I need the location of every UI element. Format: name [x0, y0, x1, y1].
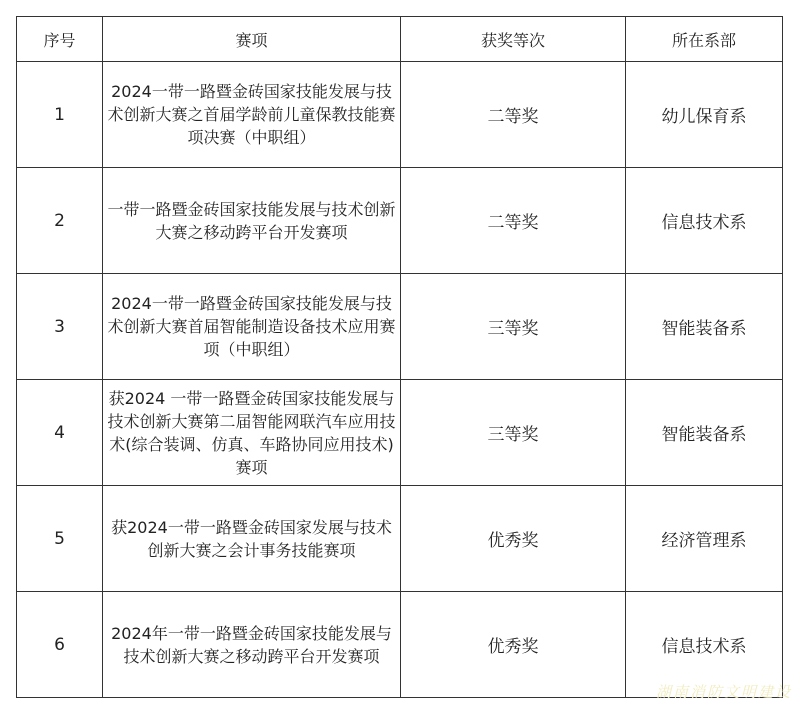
- cell-no: 6: [17, 592, 103, 698]
- header-event: 赛项: [103, 17, 401, 62]
- cell-no: 1: [17, 62, 103, 168]
- event-text: 一带一路暨金砖国家技能发展与技术创新大赛之移动跨平台开发赛项: [107, 199, 396, 242]
- header-row: [17, 17, 783, 62]
- cell-event: [103, 380, 401, 486]
- cell-no: 3: [17, 274, 103, 380]
- cell-award: 优秀奖: [401, 592, 626, 698]
- table-row: [17, 168, 783, 274]
- table-row: [17, 380, 783, 486]
- header-no: 序号: [17, 17, 103, 62]
- cell-no: 5: [17, 486, 103, 592]
- cell-award: 三等奖: [401, 380, 626, 486]
- table-row: [17, 486, 783, 592]
- cell-event: [103, 62, 401, 168]
- event-text: 2024年一带一路暨金砖国家技能发展与技术创新大赛之移动跨平台开发赛项: [111, 623, 392, 666]
- cell-award: 二等奖: [401, 62, 626, 168]
- watermark: 湖南消防文明建设: [655, 683, 792, 701]
- event-text: 获2024一带一路暨金砖国家发展与技术创新大赛之会计事务技能赛项: [111, 517, 392, 560]
- cell-event: [103, 486, 401, 592]
- event-text: 2024一带一路暨金砖国家技能发展与技术创新大赛之首届学龄前儿童保教技能赛项决赛（中职组）: [107, 82, 396, 147]
- cell-no: 4: [17, 380, 103, 486]
- cell-dept: 智能装备系: [626, 380, 783, 486]
- cell-award: 二等奖: [401, 168, 626, 274]
- cell-dept: 智能装备系: [626, 274, 783, 380]
- table-row: [17, 274, 783, 380]
- cell-event: [103, 168, 401, 274]
- awards-table: [16, 16, 783, 698]
- event-text: 2024一带一路暨金砖国家技能发展与技术创新大赛首届智能制造设备技术应用赛项（中职组）: [107, 294, 396, 359]
- cell-award: 三等奖: [401, 274, 626, 380]
- cell-dept: 信息技术系: [626, 592, 783, 698]
- cell-award: 优秀奖: [401, 486, 626, 592]
- table-row: [17, 62, 783, 168]
- cell-no: 2: [17, 168, 103, 274]
- cell-event: [103, 274, 401, 380]
- cell-dept: 幼儿保育系: [626, 62, 783, 168]
- event-text: 获2024 一带一路暨金砖国家技能发展与技术创新大赛第二届智能网联汽车应用技术(综合装调、仿真、车路协同应用技术)赛项: [107, 388, 396, 477]
- cell-dept: 经济管理系: [626, 486, 783, 592]
- cell-event: [103, 592, 401, 698]
- header-dept: 所在系部: [626, 17, 783, 62]
- cell-dept: 信息技术系: [626, 168, 783, 274]
- header-award: 获奖等次: [401, 17, 626, 62]
